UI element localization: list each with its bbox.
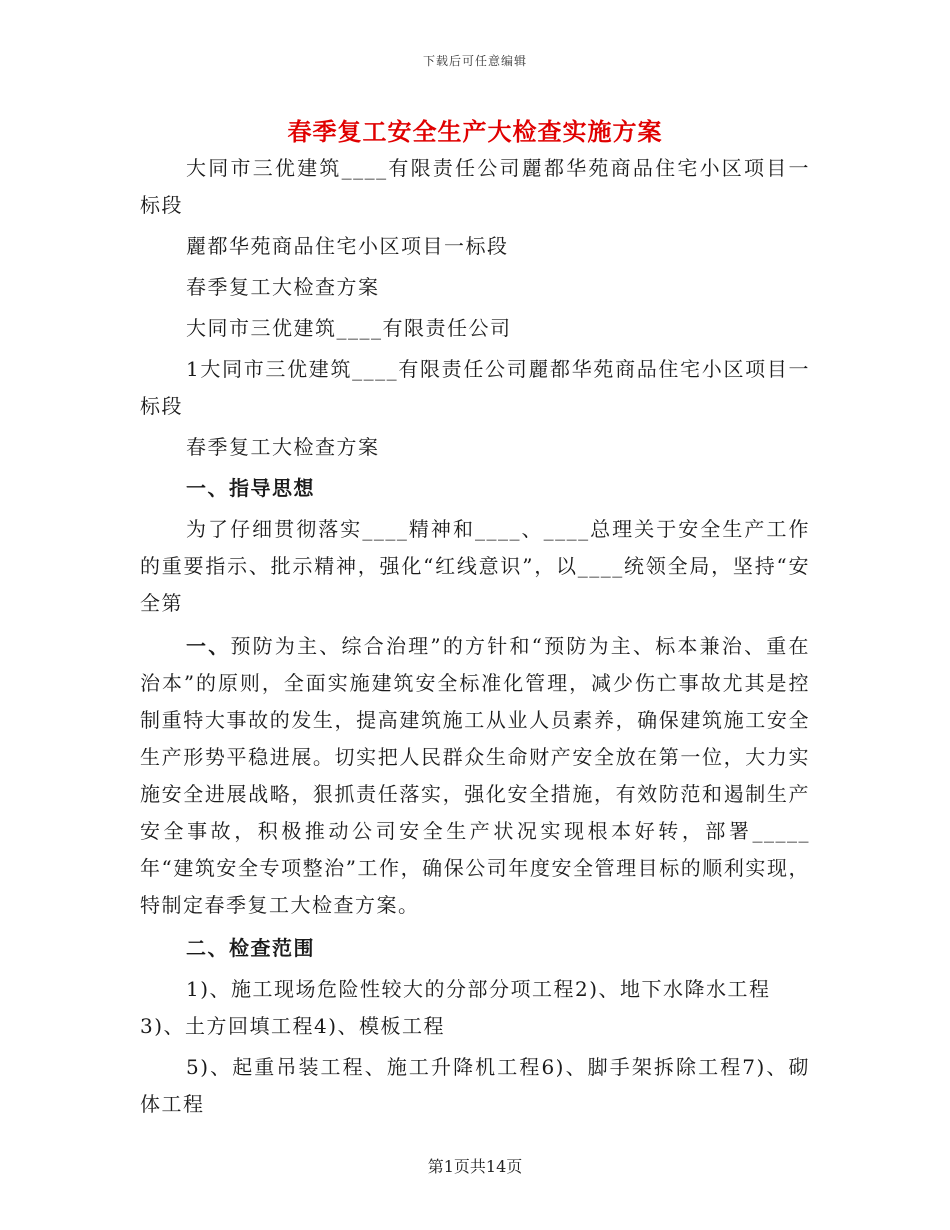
- paragraph-guiding-thought-2: [140, 628, 810, 924]
- paragraph-project-section: 麗都华苑商品住宅小区项目一标段: [186, 234, 509, 258]
- paragraph-company: 大同市三优建筑____有限责任公司: [186, 316, 512, 340]
- paragraph-scope-line-1: 1)、施工现场危险性较大的分部分项工程2)、地下水降水工程: [186, 977, 771, 1001]
- section-heading-guiding-thought: 一、指导思想: [186, 476, 315, 500]
- page-header: 下载后可任意编辑: [422, 54, 527, 68]
- paragraph-plan-name: 春季复工大检查方案: [186, 275, 380, 299]
- paragraph-company-section-2: 1大同市三优建筑____有限责任公司麗都华苑商品住宅小区项目一标段: [140, 357, 810, 418]
- paragraph-lead-number: 一、: [186, 634, 231, 658]
- paragraph-plan-name-2: 春季复工大检查方案: [186, 435, 380, 459]
- paragraph-scope-line-3: 5)、起重吊装工程、施工升降机工程6)、脚手架拆除工程7)、砌体工程: [140, 1055, 810, 1116]
- paragraph-company-section: 大同市三优建筑____有限责任公司麗都华苑商品住宅小区项目一标段: [140, 156, 810, 217]
- page-footer: 第1页共14页: [427, 1157, 523, 1176]
- document-body: [140, 150, 810, 1123]
- paragraph-scope-line-2: 3)、土方回填工程4)、模板工程: [140, 1014, 446, 1038]
- paragraph-guiding-thought-2-text: 预防为主、综合治理”的方针和“预防为主、标本兼治、重在治本”的原则，全面实施建筑安全标准化管理，减少伤亡事故尤其是控制重特大事故的发生，提高建筑施工从业人员素养，确保建筑施工安全生产形势平稳进展。切实把人民群众生命财产安全放在第一位，大力实施安全进展战略，狠抓责任落实，强化安全措施，有效防范和遏制生产安全事故，积极推动公司安全生产状况实现根本好转，部署_____年“建筑安全专项整治”工作，确保公司年度安全管理目标的顺利实现，特制定春季复工大检查方案。: [140, 634, 811, 917]
- document-title: 春季复工安全生产大检查实施方案: [287, 117, 663, 146]
- section-heading-inspection-scope: 二、检查范围: [186, 936, 315, 960]
- paragraph-guiding-thought-1: 为了仔细贯彻落实____精神和____、____总理关于安全生产工作的重要指示、批示精神，强化“红线意识”，以____统领全局，坚持“安全第: [140, 517, 810, 615]
